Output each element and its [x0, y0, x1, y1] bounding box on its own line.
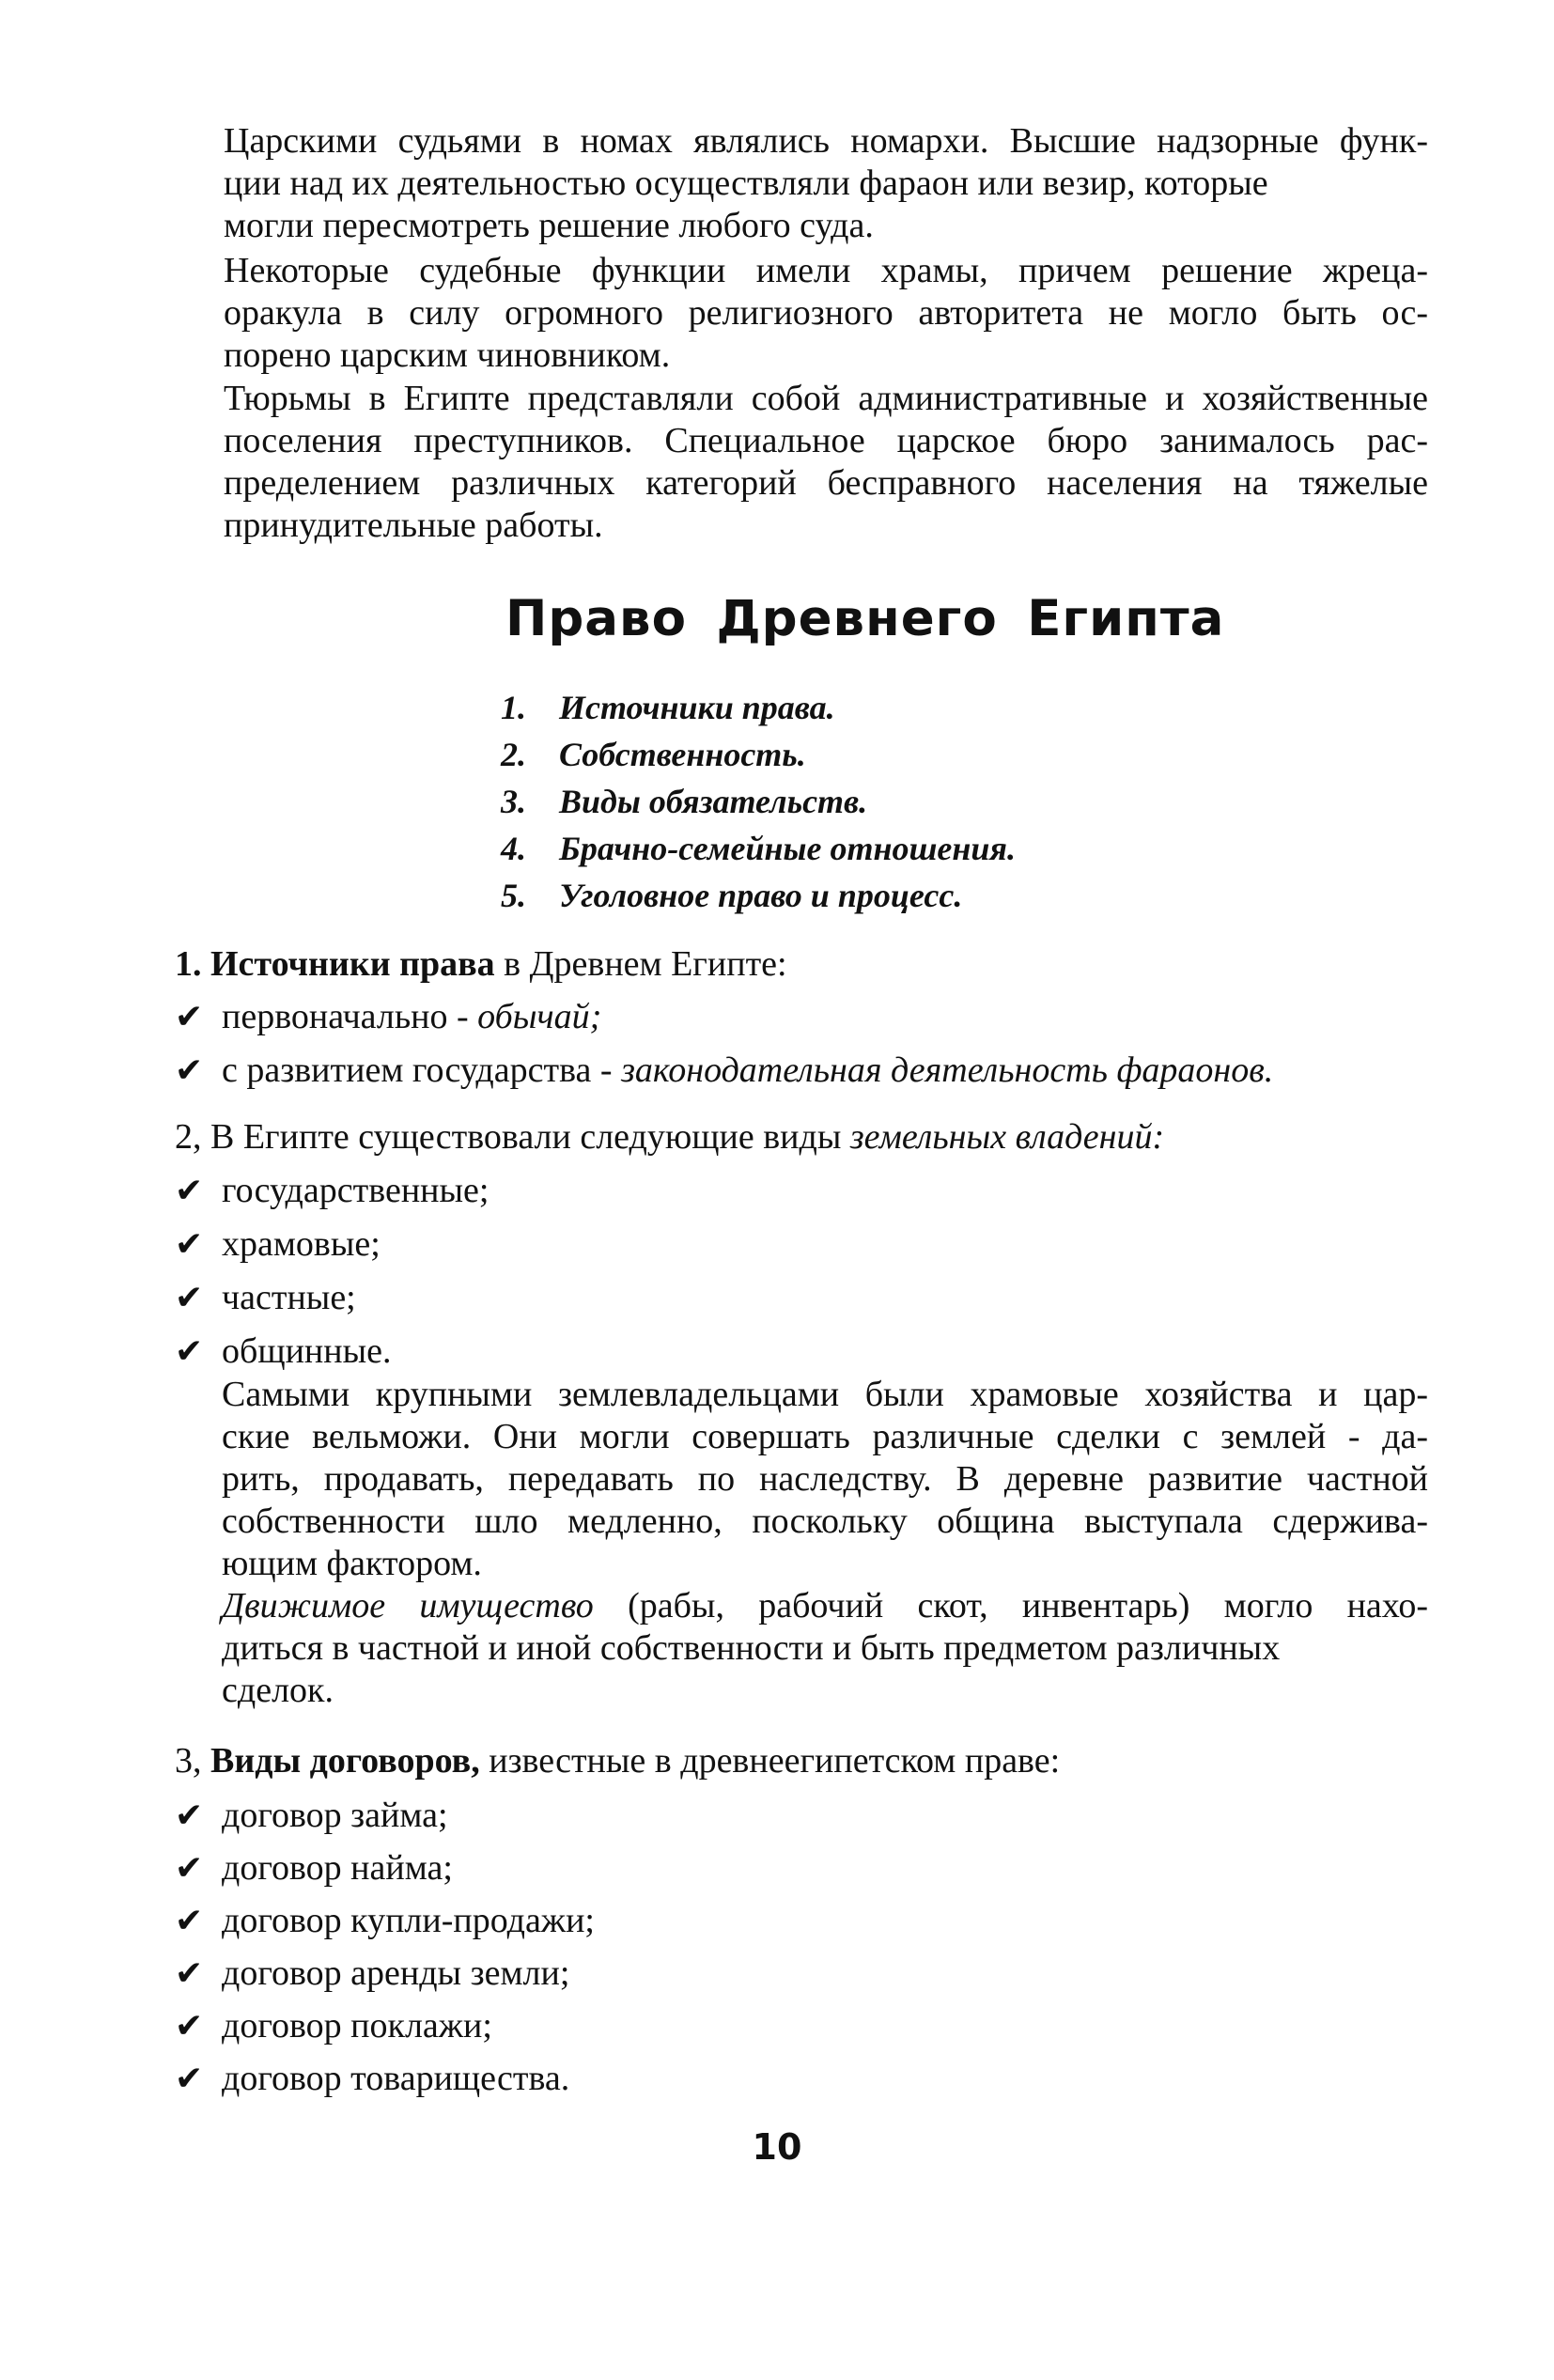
- section-heading-bold: Источники права: [210, 944, 495, 984]
- section-number: 2,: [175, 1117, 202, 1157]
- text-line: Царскими судьями в номах являлись номархи. Высшие надзорные функ-: [224, 121, 1428, 161]
- section1-heading: [175, 943, 787, 986]
- bullet-text: частные;: [222, 1278, 356, 1317]
- section2-paragraph: [222, 1374, 1428, 1585]
- bullet-text: государственные;: [222, 1171, 490, 1210]
- bullet-item: [175, 1277, 356, 1319]
- toc-item: [501, 825, 1016, 872]
- checkmark-icon: ✔: [175, 1797, 204, 1835]
- checkmark-icon: ✔: [175, 1279, 204, 1317]
- text-line: ские вельможи. Они могли совершать различные сделки с землей - да-: [222, 1417, 1428, 1456]
- page-number: 10: [752, 2126, 802, 2168]
- bullet-text: храмовые;: [222, 1224, 381, 1264]
- text-line: диться в частной и иной собственности и быть предметом различных: [222, 1628, 1281, 1668]
- checkmark-icon: ✔: [175, 1849, 204, 1888]
- bullet-text: договор товарищества.: [222, 2059, 570, 2098]
- text-span: (рабы, рабочий скот, инвентарь) могло нахо-: [593, 1586, 1428, 1626]
- bullet-item: [175, 1223, 381, 1266]
- section-number: 3,: [175, 1741, 202, 1781]
- checkmark-icon: ✔: [175, 1902, 204, 1940]
- bullet-item: [175, 1847, 453, 1890]
- bullet-item: [175, 1330, 392, 1373]
- bullet-item: [175, 1170, 489, 1212]
- text-line: могли пересмотреть решение любого суда.: [224, 206, 874, 245]
- text-line: Самыми крупными землевладельцами были храмовые хозяйства и цар-: [222, 1375, 1428, 1414]
- text-line: [222, 1585, 1428, 1627]
- checkmark-icon: ✔: [175, 998, 204, 1036]
- checkmark-icon: ✔: [175, 1332, 204, 1371]
- checkmark-icon: ✔: [175, 1172, 204, 1210]
- section2-heading: [175, 1116, 1164, 1159]
- checkmark-icon: ✔: [175, 2007, 204, 2046]
- bullet-text: с развитием государства -: [222, 1050, 622, 1090]
- text-line: порено царским чиновником.: [224, 335, 671, 375]
- section-heading-text: В Египте существовали следующие виды: [201, 1117, 850, 1157]
- bullet-text: договор займа;: [222, 1796, 448, 1835]
- text-line: поселения преступников. Специальное царское бюро занималось рас-: [224, 421, 1428, 460]
- bullet-item: [175, 1050, 1273, 1092]
- bullet-item: [175, 1900, 595, 1942]
- text-line: рить, продавать, передавать по наследству. В деревне развитие частной: [222, 1459, 1428, 1499]
- text-line: Некоторые судебные функции имели храмы, причем решение жреца-: [224, 251, 1428, 290]
- toc-list: [501, 684, 1016, 919]
- section-number: 1.: [175, 944, 202, 984]
- text-line: сделок.: [222, 1671, 334, 1710]
- bullet-item: [175, 1952, 569, 1995]
- section-title: Право Древнего Египта: [505, 590, 1225, 647]
- bullet-item: [175, 996, 601, 1038]
- toc-text: Уголовное право и процесс.: [559, 877, 963, 914]
- toc-number: 1.: [501, 689, 526, 726]
- bullet-text: договор аренды земли;: [222, 1953, 570, 1993]
- toc-text: Источники права.: [559, 689, 835, 726]
- section-heading-text: в Древнем Египте:: [494, 944, 787, 984]
- bullet-italic: законодательная деятельность фараонов.: [621, 1050, 1274, 1090]
- section2-paragraph-movable: [222, 1585, 1428, 1712]
- checkmark-icon: ✔: [175, 1051, 204, 1090]
- toc-item: [501, 778, 1016, 825]
- text-line: собственности шло медленно, поскольку община выступала сдержива-: [222, 1501, 1428, 1541]
- toc-number: 3.: [501, 783, 526, 820]
- bullet-italic: обычай;: [477, 997, 602, 1036]
- bullet-item: [175, 1795, 448, 1837]
- intro-paragraph: [224, 120, 1428, 247]
- bullet-text: договор поклажи;: [222, 2006, 492, 2046]
- toc-text: Брачно-семейные отношения.: [559, 830, 1016, 867]
- checkmark-icon: ✔: [175, 1225, 204, 1264]
- bullet-text: договор купли-продажи;: [222, 1901, 595, 1940]
- toc-number: 2.: [501, 736, 526, 773]
- bullet-text: общинные.: [222, 1331, 392, 1371]
- toc-item: [501, 684, 1016, 731]
- toc-item: [501, 872, 1016, 919]
- text-line: принудительные работы.: [224, 506, 603, 545]
- toc-text: Виды обязательств.: [559, 783, 868, 820]
- toc-text: Собственность.: [559, 736, 806, 773]
- text-line: Тюрьмы в Египте представляли собой административные и хозяйственные: [224, 379, 1428, 418]
- text-line: пределением различных категорий бесправного населения на тяжелые: [224, 463, 1428, 503]
- intro-paragraph: [224, 250, 1428, 377]
- text-line: ции над их деятельностью осуществляли фараон или везир, которые: [224, 163, 1268, 203]
- bullet-item: [175, 2058, 569, 2100]
- toc-item: [501, 731, 1016, 778]
- toc-number: 5.: [501, 877, 526, 914]
- toc-number: 4.: [501, 830, 526, 867]
- section3-heading: [175, 1740, 1060, 1782]
- text-line: оракула в силу огромного религиозного авторитета не могло быть ос-: [224, 293, 1428, 333]
- text-line: ющим фактором.: [222, 1544, 482, 1583]
- section-heading-text: известные в древнеегипетском праве:: [479, 1741, 1061, 1781]
- section-heading-italic: земельных владений:: [849, 1117, 1165, 1157]
- intro-paragraph: [224, 378, 1428, 547]
- checkmark-icon: ✔: [175, 1954, 204, 1993]
- bullet-text: первоначально -: [222, 997, 478, 1036]
- checkmark-icon: ✔: [175, 2060, 204, 2098]
- section-heading-bold: Виды договоров,: [210, 1741, 480, 1781]
- bullet-item: [175, 2005, 492, 2047]
- bullet-text: договор найма;: [222, 1848, 453, 1888]
- italic-term: Движимое имущество: [222, 1586, 594, 1626]
